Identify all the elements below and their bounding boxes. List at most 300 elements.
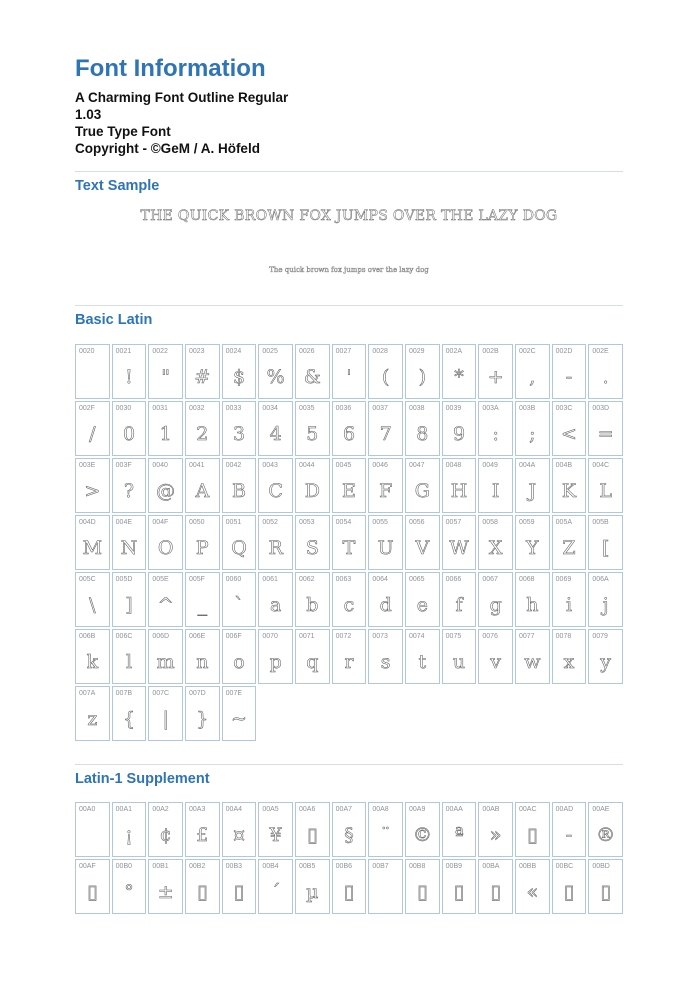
glyph-cell: [258, 515, 293, 570]
glyph-char: ,: [529, 366, 536, 388]
glyph-char: ▯: [527, 824, 538, 846]
glyph-char: µ: [306, 881, 319, 903]
latin1-supplement-grid: [75, 802, 623, 914]
glyph-char: `: [234, 594, 244, 616]
glyph-code: 00A3: [189, 806, 206, 813]
glyph-cell: [368, 802, 403, 857]
glyph-code: 002A: [445, 348, 463, 355]
glyph-code: 0037: [372, 405, 388, 412]
section-divider: [75, 764, 623, 765]
glyph-char: h: [526, 594, 539, 616]
glyph-cell: [368, 572, 403, 627]
glyph-cell: [442, 515, 477, 570]
glyph-char: E: [342, 480, 356, 502]
glyph-code: 003F: [115, 462, 132, 469]
glyph-cell: [332, 401, 367, 456]
glyph-code: 0077: [519, 633, 535, 640]
glyph-code: 0034: [262, 405, 278, 412]
glyph-char: G: [414, 480, 430, 502]
glyph-char: /: [89, 423, 96, 445]
glyph-char: M: [82, 537, 103, 559]
glyph-cell: [258, 458, 293, 513]
glyph-cell: [588, 572, 623, 627]
glyph-cell: [112, 629, 147, 684]
glyph-code: 0061: [262, 576, 278, 583]
glyph-cell: [112, 401, 147, 456]
glyph-cell: [552, 344, 587, 399]
glyph-code: 0078: [555, 633, 572, 640]
glyph-cell: [148, 515, 183, 570]
glyph-char: ▯: [233, 881, 245, 903]
glyph-char: [: [601, 537, 610, 559]
glyph-code: 00B8: [409, 863, 426, 870]
glyph-char: ▯: [197, 881, 208, 903]
glyph-code: 00A5: [262, 806, 279, 813]
glyph-char: 7: [379, 423, 392, 445]
glyph-char: ¤: [232, 824, 246, 846]
glyph-cell: [75, 515, 110, 570]
glyph-code: 006B: [79, 633, 96, 640]
glyph-code: 00B0: [115, 863, 133, 870]
glyph-cell: [148, 572, 183, 627]
glyph-cell: [75, 572, 110, 627]
glyph-code: 0045: [335, 462, 352, 469]
glyph-code: 003C: [555, 405, 573, 412]
glyph-char: °: [124, 881, 134, 903]
glyph-code: 0052: [262, 519, 278, 526]
glyph-char: l: [125, 651, 133, 673]
glyph-cell: [552, 572, 587, 627]
glyph-code: 006C: [115, 633, 133, 640]
glyph-code: 0050: [189, 519, 205, 526]
glyph-char: T: [342, 537, 356, 559]
text-sample-small: The quick brown fox jumps over the lazy dog: [269, 266, 429, 274]
glyph-code: 00B6: [335, 863, 353, 870]
glyph-code: 0065: [409, 576, 425, 583]
glyph-code: 0066: [445, 576, 462, 583]
glyph-code: 0036: [335, 405, 352, 412]
glyph-code: 0060: [225, 576, 242, 583]
font-name: A Charming Font Outline Regular: [75, 90, 289, 105]
glyph-char: m: [156, 651, 175, 673]
glyph-char: b: [306, 594, 319, 616]
glyph-code: 007C: [152, 690, 170, 697]
glyph-cell: [478, 629, 513, 684]
glyph-code: 00AE: [592, 806, 610, 813]
glyph-code: 00A0: [79, 806, 96, 813]
glyph-code: 005E: [152, 576, 169, 583]
glyph-char: .: [602, 366, 609, 388]
glyph-char: ¨: [380, 824, 391, 846]
glyph-cell: [295, 572, 330, 627]
glyph-cell: [112, 458, 147, 513]
glyph-cell: [112, 686, 147, 741]
glyph-char: C: [268, 480, 283, 502]
glyph-code: 005A: [555, 519, 573, 526]
glyph-code: 00B2: [189, 863, 206, 870]
glyph-cell: [258, 344, 293, 399]
glyph-code: 006E: [189, 633, 206, 640]
glyph-code: 0023: [189, 348, 205, 355]
glyph-code: 0055: [372, 519, 388, 526]
glyph-cell: [295, 859, 330, 914]
glyph-cell: [75, 344, 110, 399]
glyph-cell: [258, 401, 293, 456]
glyph-cell: [295, 458, 330, 513]
glyph-cell: [405, 458, 440, 513]
glyph-code: 00BC: [555, 863, 574, 870]
glyph-char: i: [565, 594, 573, 616]
glyph-cell: [222, 458, 257, 513]
glyph-cell: [75, 802, 110, 857]
glyph-char: >: [84, 480, 101, 502]
glyph-code: 00AF: [79, 863, 96, 870]
glyph-cell: [515, 515, 550, 570]
glyph-cell: [185, 572, 220, 627]
glyph-cell: [478, 344, 513, 399]
glyph-cell: [185, 686, 220, 741]
glyph-char: =: [597, 423, 614, 445]
glyph-char: ▯: [343, 881, 355, 903]
glyph-char: -: [565, 366, 573, 388]
glyph-char: n: [196, 651, 209, 673]
glyph-cell: [478, 572, 513, 627]
glyph-char: L: [599, 480, 612, 502]
glyph-char: P: [195, 537, 209, 559]
glyph-cell: [222, 802, 257, 857]
glyph-code: 0038: [409, 405, 425, 412]
glyph-code: 00A2: [152, 806, 169, 813]
glyph-char: }: [196, 708, 209, 730]
glyph-code: 0039: [445, 405, 462, 412]
glyph-code: 0069: [555, 576, 572, 583]
glyph-char: U: [377, 537, 394, 559]
glyph-char: 4: [269, 423, 282, 445]
glyph-char: !: [125, 366, 133, 388]
glyph-code: 003B: [519, 405, 536, 412]
glyph-cell: [112, 802, 147, 857]
glyph-char: J: [528, 480, 537, 502]
glyph-cell: [332, 458, 367, 513]
glyph-cell: [515, 458, 550, 513]
glyph-code: 0068: [519, 576, 535, 583]
glyph-char: ¢: [159, 824, 172, 846]
glyph-cell: [588, 629, 623, 684]
glyph-char: Y: [526, 537, 539, 559]
glyph-code: 0028: [372, 348, 388, 355]
glyph-code: 0079: [592, 633, 608, 640]
glyph-char: <: [561, 423, 577, 445]
glyph-cell: [148, 458, 183, 513]
glyph-code: 0047: [409, 462, 425, 469]
glyph-cell: [442, 859, 477, 914]
glyph-code: 0048: [445, 462, 462, 469]
glyph-char: _: [197, 594, 208, 616]
glyph-cell: [148, 686, 183, 741]
glyph-char: -: [565, 824, 573, 846]
glyph-code: 0020: [79, 348, 95, 355]
glyph-code: 0073: [372, 633, 388, 640]
glyph-code: 0030: [115, 405, 132, 412]
glyph-cell: [295, 802, 330, 857]
glyph-char: ▯: [453, 881, 465, 903]
glyph-cell: [75, 686, 110, 741]
glyph-char: B: [232, 480, 246, 502]
glyph-cell: [478, 458, 513, 513]
glyph-code: 004D: [79, 519, 96, 526]
glyph-char: N: [120, 537, 138, 559]
glyph-cell: [552, 859, 587, 914]
glyph-char: p: [269, 651, 282, 673]
glyph-cell: [332, 572, 367, 627]
glyph-char: v: [490, 651, 502, 673]
glyph-code: 006F: [225, 633, 242, 640]
glyph-cell: [442, 802, 477, 857]
glyph-char: d: [379, 594, 392, 616]
glyph-char: W: [449, 537, 469, 559]
glyph-code: 007A: [79, 690, 96, 697]
glyph-char: 5: [306, 423, 319, 445]
glyph-char: X: [488, 537, 503, 559]
glyph-cell: [588, 515, 623, 570]
glyph-cell: [442, 401, 477, 456]
glyph-char: k: [86, 651, 99, 673]
glyph-char: ): [418, 366, 427, 388]
glyph-code: 004F: [152, 519, 169, 526]
section-heading-latin1: Latin-1 Supplement: [75, 771, 210, 787]
glyph-cell: [368, 401, 403, 456]
basic-latin-grid: [75, 344, 623, 741]
glyph-cell: [258, 572, 293, 627]
glyph-cell: [75, 401, 110, 456]
glyph-char: I: [491, 480, 500, 502]
glyph-code: 0040: [152, 462, 168, 469]
glyph-cell: [185, 629, 220, 684]
glyph-code: 0024: [225, 348, 242, 355]
glyph-cell: [515, 344, 550, 399]
glyph-cell: [588, 859, 623, 914]
glyph-char: ": [161, 366, 171, 388]
glyph-char: {: [122, 708, 136, 730]
glyph-char: ¥: [269, 824, 282, 846]
glyph-cell: [258, 629, 293, 684]
glyph-char: s: [380, 651, 391, 673]
glyph-code: 0063: [335, 576, 352, 583]
glyph-code: 0059: [519, 519, 535, 526]
glyph-char: z: [87, 708, 98, 730]
glyph-char: Q: [231, 537, 247, 559]
glyph-code: 00B1: [152, 863, 169, 870]
glyph-char: \: [89, 594, 96, 616]
glyph-char: |: [162, 708, 169, 730]
glyph-char: ®: [596, 824, 616, 846]
glyph-cell: [222, 686, 257, 741]
glyph-char: ©: [412, 824, 432, 846]
glyph-code: 0022: [152, 348, 168, 355]
glyph-code: 00AC: [519, 806, 537, 813]
glyph-cell: [405, 401, 440, 456]
glyph-code: 0049: [482, 462, 498, 469]
glyph-code: 005D: [115, 576, 133, 583]
glyph-cell: [258, 802, 293, 857]
glyph-cell: [442, 344, 477, 399]
glyph-char: t: [418, 651, 427, 673]
font-type: True Type Font: [75, 124, 171, 139]
glyph-char: 6: [342, 423, 356, 445]
glyph-cell: [405, 515, 440, 570]
glyph-cell: [222, 859, 257, 914]
glyph-cell: [552, 458, 587, 513]
glyph-cell: [295, 344, 330, 399]
glyph-char: O: [157, 537, 174, 559]
glyph-cell: [148, 859, 183, 914]
section-divider: [75, 305, 623, 306]
glyph-cell: [148, 629, 183, 684]
glyph-cell: [112, 344, 147, 399]
glyph-code: 002D: [555, 348, 573, 355]
glyph-cell: [222, 515, 257, 570]
glyph-char: f: [455, 594, 463, 616]
glyph-code: 004B: [555, 462, 573, 469]
glyph-cell: [185, 859, 220, 914]
glyph-cell: [588, 802, 623, 857]
glyph-char: 0: [122, 423, 136, 445]
glyph-char: 8: [416, 423, 429, 445]
glyph-cell: [442, 458, 477, 513]
glyph-char: 3: [232, 423, 246, 445]
glyph-char: «: [526, 881, 539, 903]
glyph-char: £: [196, 824, 209, 846]
glyph-char: u: [452, 651, 466, 673]
glyph-char: *: [454, 366, 464, 388]
glyph-cell: [332, 515, 367, 570]
glyph-code: 0057: [445, 519, 462, 526]
glyph-code: 0043: [262, 462, 278, 469]
glyph-char: #: [194, 366, 211, 388]
glyph-char: a: [270, 594, 282, 616]
glyph-char: q: [306, 651, 319, 673]
glyph-char: 9: [452, 423, 466, 445]
glyph-char: §: [344, 824, 354, 846]
glyph-char: e: [416, 594, 428, 616]
glyph-cell: [185, 458, 220, 513]
glyph-code: 0062: [299, 576, 315, 583]
glyph-code: 00B5: [299, 863, 316, 870]
glyph-cell: [112, 859, 147, 914]
glyph-char: ~: [231, 708, 247, 730]
glyph-char: ]: [125, 594, 133, 616]
glyph-code: 002E: [592, 348, 609, 355]
glyph-code: 0067: [482, 576, 498, 583]
glyph-cell: [515, 802, 550, 857]
glyph-cell: [112, 572, 147, 627]
glyph-cell: [75, 458, 110, 513]
glyph-code: 0029: [409, 348, 425, 355]
glyph-cell: [478, 401, 513, 456]
glyph-cell: [222, 629, 257, 684]
glyph-char: w: [524, 651, 541, 673]
glyph-code: 0051: [225, 519, 242, 526]
page-title: Font Information: [75, 55, 266, 82]
glyph-code: 002F: [79, 405, 95, 412]
glyph-char: R: [268, 537, 283, 559]
glyph-code: 0074: [409, 633, 425, 640]
glyph-code: 0027: [335, 348, 352, 355]
glyph-char: 1: [159, 423, 172, 445]
glyph-code: 00B7: [372, 863, 389, 870]
glyph-char: ▯: [490, 881, 501, 903]
glyph-char: H: [450, 480, 468, 502]
glyph-cell: [368, 629, 403, 684]
glyph-cell: [332, 859, 367, 914]
glyph-cell: [295, 401, 330, 456]
glyph-code: 00A7: [335, 806, 353, 813]
glyph-cell: [368, 515, 403, 570]
glyph-cell: [368, 859, 403, 914]
glyph-char: j: [602, 594, 609, 616]
glyph-code: 005F: [189, 576, 205, 583]
glyph-cell: [368, 458, 403, 513]
glyph-char: @: [156, 480, 176, 502]
glyph-cell: [588, 344, 623, 399]
glyph-cell: [148, 344, 183, 399]
glyph-char: ´: [270, 881, 281, 903]
glyph-code: 00B3: [225, 863, 243, 870]
glyph-char: ±: [157, 881, 174, 903]
glyph-char: ;: [529, 423, 536, 445]
glyph-cell: [405, 859, 440, 914]
glyph-cell: [222, 572, 257, 627]
glyph-code: 0075: [445, 633, 462, 640]
glyph-code: 006A: [592, 576, 609, 583]
glyph-code: 00A9: [409, 806, 426, 813]
glyph-code: 007E: [225, 690, 243, 697]
glyph-char: »: [489, 824, 502, 846]
glyph-code: 0046: [372, 462, 388, 469]
glyph-char: F: [379, 480, 393, 502]
glyph-code: 007D: [189, 690, 206, 697]
glyph-code: 00A1: [115, 806, 133, 813]
glyph-code: 004C: [592, 462, 610, 469]
glyph-cell: [185, 401, 220, 456]
glyph-cell: [185, 802, 220, 857]
font-meta: [75, 89, 623, 157]
glyph-char: y: [600, 651, 612, 673]
glyph-code: 007B: [115, 690, 133, 697]
glyph-cell: [295, 515, 330, 570]
glyph-char: ': [346, 366, 352, 388]
glyph-code: 00A8: [372, 806, 389, 813]
glyph-code: 0076: [482, 633, 498, 640]
glyph-char: ¡: [125, 824, 133, 846]
glyph-code: 00BD: [592, 863, 610, 870]
glyph-char: %: [266, 366, 285, 388]
glyph-code: 00A4: [225, 806, 243, 813]
glyph-code: 0072: [335, 633, 352, 640]
glyph-cell: [75, 629, 110, 684]
glyph-cell: [75, 859, 110, 914]
glyph-cell: [552, 802, 587, 857]
glyph-cell: [588, 458, 623, 513]
glyph-code: 00AD: [555, 806, 574, 813]
glyph-cell: [258, 859, 293, 914]
glyph-code: 002B: [482, 348, 499, 355]
glyph-code: 005B: [592, 519, 609, 526]
glyph-cell: [405, 802, 440, 857]
glyph-cell: [515, 401, 550, 456]
glyph-char: ª: [454, 824, 464, 846]
glyph-cell: [368, 344, 403, 399]
